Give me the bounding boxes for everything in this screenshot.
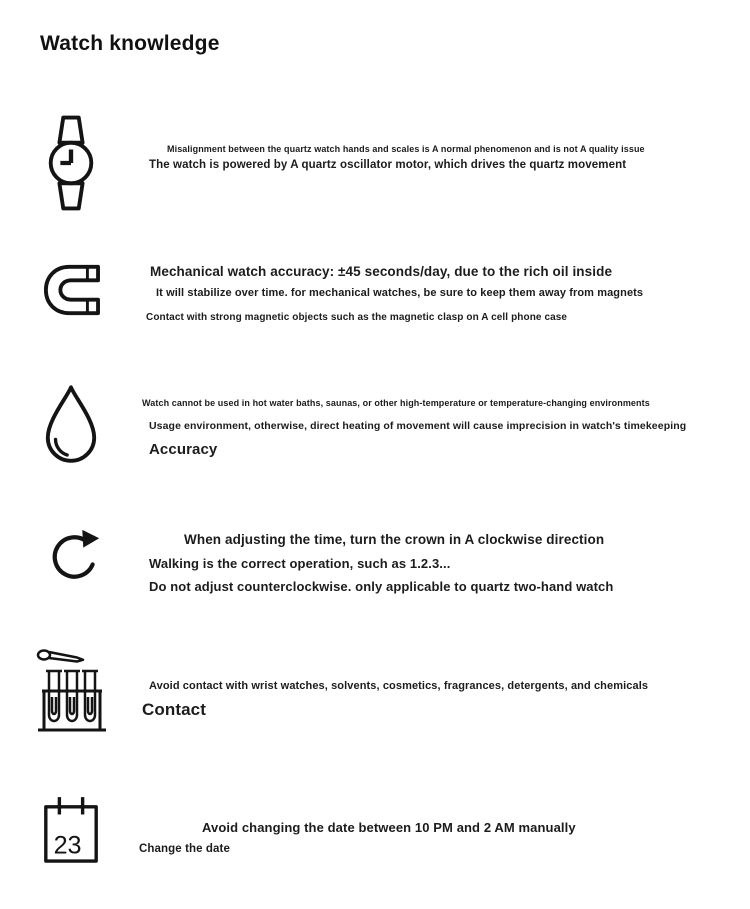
- knowledge-line: It will stabilize over time. for mechanical watches, be sure to keep them away from magnets: [156, 287, 644, 299]
- knowledge-line: Mechanical watch accuracy: ±45 seconds/day, due to the rich oil inside: [150, 264, 613, 279]
- knowledge-line: Avoid contact with wrist watches, solvents, cosmetics, fragrances, detergents, and chemicals: [149, 680, 649, 692]
- knowledge-line: Change the date: [139, 843, 230, 855]
- knowledge-line: When adjusting the time, turn the crown in A clockwise direction: [184, 532, 605, 547]
- knowledge-line: Usage environment, otherwise, direct heating of movement will cause imprecision in watch's timekeeping: [149, 420, 687, 432]
- wristwatch-icon: [42, 112, 100, 214]
- water-drop-icon: [42, 383, 100, 467]
- page-title: Watch knowledge: [40, 32, 220, 55]
- calendar-day: 23: [53, 831, 82, 860]
- knowledge-line: Accuracy: [149, 441, 218, 458]
- knowledge-line: Do not adjust counterclockwise. only applicable to quartz two-hand watch: [149, 579, 614, 594]
- knowledge-line: Watch cannot be used in hot water baths, saunas, or other high-temperature or temperature-changing environments: [142, 398, 650, 408]
- knowledge-line: Contact: [142, 700, 206, 719]
- knowledge-line: Misalignment between the quartz watch hands and scales is A normal phenomenon and is not A quality issue: [167, 144, 645, 154]
- knowledge-line: Avoid changing the date between 10 PM and 2 AM manually: [202, 820, 576, 835]
- knowledge-line: Walking is the correct operation, such as 1.2.3...: [149, 556, 451, 571]
- test-tubes-icon: [36, 645, 108, 745]
- clockwise-arrow-icon: [42, 524, 102, 590]
- knowledge-line: The watch is powered by A quartz oscillator motor, which drives the quartz movement: [149, 159, 627, 171]
- calendar-icon: [40, 792, 102, 870]
- knowledge-line: Contact with strong magnetic objects such as the magnetic clasp on A cell phone case: [146, 312, 568, 323]
- magnet-icon: [40, 262, 102, 318]
